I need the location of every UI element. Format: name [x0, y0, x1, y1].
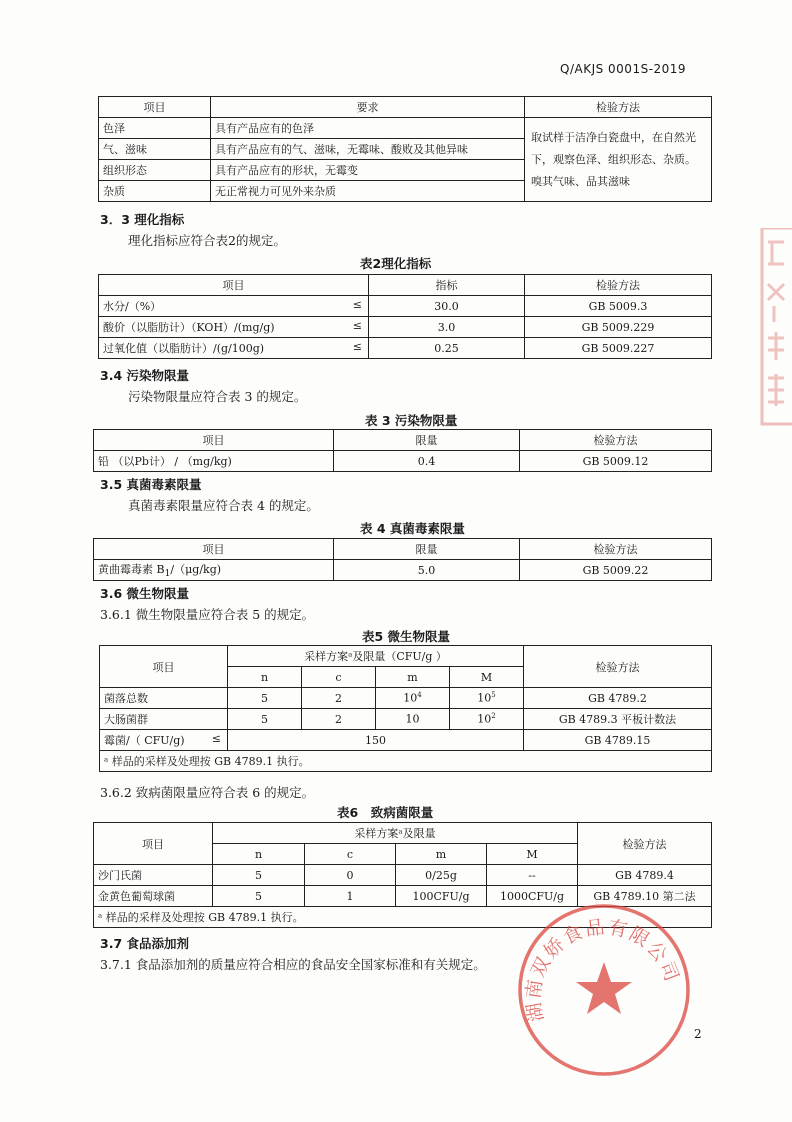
section-text: 3.6.2 致病菌限量应符合表 6 的规定。: [100, 785, 315, 800]
table-cell: 过氧化值（以脂肪计）/(g/100g) ≤: [99, 338, 369, 359]
table-cell: 5: [213, 886, 305, 907]
table-cell: 色泽: [99, 118, 211, 139]
table-cell: $10^5$: [450, 688, 524, 709]
table-cell: 铅 （以Pb计） / （mg/kg): [94, 451, 334, 472]
table-cell: 3.0: [369, 317, 525, 338]
table-cell: GB 4789.10 第二法: [578, 886, 712, 907]
table-header: 检验方法: [578, 823, 712, 865]
table-header: 检验方法: [524, 646, 712, 688]
table-cell: 2: [302, 688, 376, 709]
table-cell: 10: [376, 709, 450, 730]
table-header: m: [396, 844, 487, 865]
table-cell: 100CFU/g: [396, 886, 487, 907]
table-cell: $10^2$: [450, 709, 524, 730]
table-cell: 1: [305, 886, 396, 907]
table-header: 项目: [94, 823, 213, 865]
table-cell: 水分/（%） ≤: [99, 296, 369, 317]
table-cell: $10^4$: [376, 688, 450, 709]
table-cell: 1000CFU/g: [487, 886, 578, 907]
svg-text:湖南双娇食品有限公司: 湖南双娇食品有限公司: [522, 916, 684, 1024]
table-header: M: [450, 667, 524, 688]
inspection-method-cell: 取试样于洁净白瓷盘中，在自然光下，观察色泽、组织形态、杂质。嗅其气味、品其滋味: [525, 118, 712, 202]
table-cell: 0: [305, 865, 396, 886]
table-cell: 黄曲霉毒素 $B_1/(\mu g/kg)$: [94, 560, 334, 581]
table-header: 项目: [94, 539, 334, 560]
table-cell: GB 5009.3: [525, 296, 712, 317]
table-cell: 具有产品应有的气、滋味，无霉味、酸败及其他异味: [211, 139, 525, 160]
section-heading: 3．3 理化指标: [100, 212, 185, 227]
table-cell: 5.0: [334, 560, 520, 581]
table-caption: 表 3 污染物限量: [365, 413, 458, 428]
table-cell: 大肠菌群: [100, 709, 228, 730]
section-text: 理化指标应符合表2的规定。: [128, 233, 286, 248]
table-cell: 5: [228, 709, 302, 730]
table-cell: 霉菌/（ CFU/g) ≤: [100, 730, 228, 751]
table-header: 限量: [334, 539, 520, 560]
table-header: 采样方案ᵃ及限量: [213, 823, 578, 844]
table-header: c: [302, 667, 376, 688]
table-cell: GB 5009.227: [525, 338, 712, 359]
table-header: 检验方法: [525, 97, 712, 118]
table-cell: GB 5009.12: [520, 451, 712, 472]
table-header: 检验方法: [525, 275, 712, 296]
table-cell: 组织形态: [99, 160, 211, 181]
table-footnote: ᵃ 样品的采样及处理按 GB 4789.1 执行。: [100, 751, 712, 772]
table-cell: 150: [228, 730, 524, 751]
table-cell: 0.25: [369, 338, 525, 359]
section-text: 真菌毒素限量应符合表 4 的规定。: [128, 498, 319, 513]
contaminant-table: [93, 429, 712, 472]
table-header: 指标: [369, 275, 525, 296]
table-caption: 表2理化指标: [360, 256, 432, 271]
table-cell: 5: [213, 865, 305, 886]
table-header: 要求: [211, 97, 525, 118]
table-cell: 气、滋味: [99, 139, 211, 160]
edge-stamp-icon: [744, 228, 792, 428]
table-cell: GB 4789.4: [578, 865, 712, 886]
table-header: 检验方法: [520, 539, 712, 560]
page-number: 2: [694, 1027, 702, 1041]
table-header: 项目: [99, 275, 369, 296]
table-header: M: [487, 844, 578, 865]
table-header: c: [305, 844, 396, 865]
table-cell: 0/25g: [396, 865, 487, 886]
table-header: 项目: [94, 430, 334, 451]
table-caption: 表5 微生物限量: [362, 629, 451, 644]
company-seal-icon: [514, 900, 694, 1080]
table-cell: GB 5009.229: [525, 317, 712, 338]
section-heading: 3.5 真菌毒素限量: [100, 477, 202, 492]
table-cell: 无正常视力可见外来杂质: [211, 181, 525, 202]
table-cell: 金黄色葡萄球菌: [94, 886, 213, 907]
table-cell: 杂质: [99, 181, 211, 202]
table-cell: 具有产品应有的形状，无霉变: [211, 160, 525, 181]
table-header: m: [376, 667, 450, 688]
table-cell: GB 4789.3 平板计数法: [524, 709, 712, 730]
table-cell: 具有产品应有的色泽: [211, 118, 525, 139]
mycotoxin-table: [93, 538, 712, 581]
physicochemical-table: [98, 274, 712, 359]
section-text: 3.7.1 食品添加剂的质量应符合相应的食品安全国家标准和有关规定。: [100, 957, 486, 972]
section-heading: 3.4 污染物限量: [100, 368, 189, 383]
table-header: 项目: [100, 646, 228, 688]
table-caption: 表6 致病菌限量: [337, 805, 434, 820]
table-header: 限量: [334, 430, 520, 451]
sensory-table: [98, 96, 712, 202]
table-header: n: [228, 667, 302, 688]
table-cell: 菌落总数: [100, 688, 228, 709]
table-footnote: ᵃ 样品的采样及处理按 GB 4789.1 执行。: [94, 907, 712, 928]
table-cell: 沙门氏菌: [94, 865, 213, 886]
table-cell: --: [487, 865, 578, 886]
table-cell: 0.4: [334, 451, 520, 472]
table-cell: 酸价（以脂肪计）（KOH）/(mg/g) ≤: [99, 317, 369, 338]
table-caption: 表 4 真菌毒素限量: [360, 521, 465, 536]
section-text: 3.6.1 微生物限量应符合表 5 的规定。: [100, 607, 315, 622]
table-header: 检验方法: [520, 430, 712, 451]
table-header: 采样方案ᵃ及限量（CFU/g ）: [228, 646, 524, 667]
table-cell: 2: [302, 709, 376, 730]
table-cell: GB 4789.2: [524, 688, 712, 709]
microbial-table: [99, 645, 712, 772]
section-heading: 3.6 微生物限量: [100, 586, 189, 601]
section-heading: 3.7 食品添加剂: [100, 936, 189, 951]
table-header: n: [213, 844, 305, 865]
table-cell: GB 5009.22: [520, 560, 712, 581]
table-header: 项目: [99, 97, 211, 118]
table-cell: 30.0: [369, 296, 525, 317]
section-text: 污染物限量应符合表 3 的规定。: [128, 389, 307, 404]
document-code: Q/AKJS 0001S-2019: [560, 62, 687, 76]
table-cell: GB 4789.15: [524, 730, 712, 751]
table-cell: 5: [228, 688, 302, 709]
